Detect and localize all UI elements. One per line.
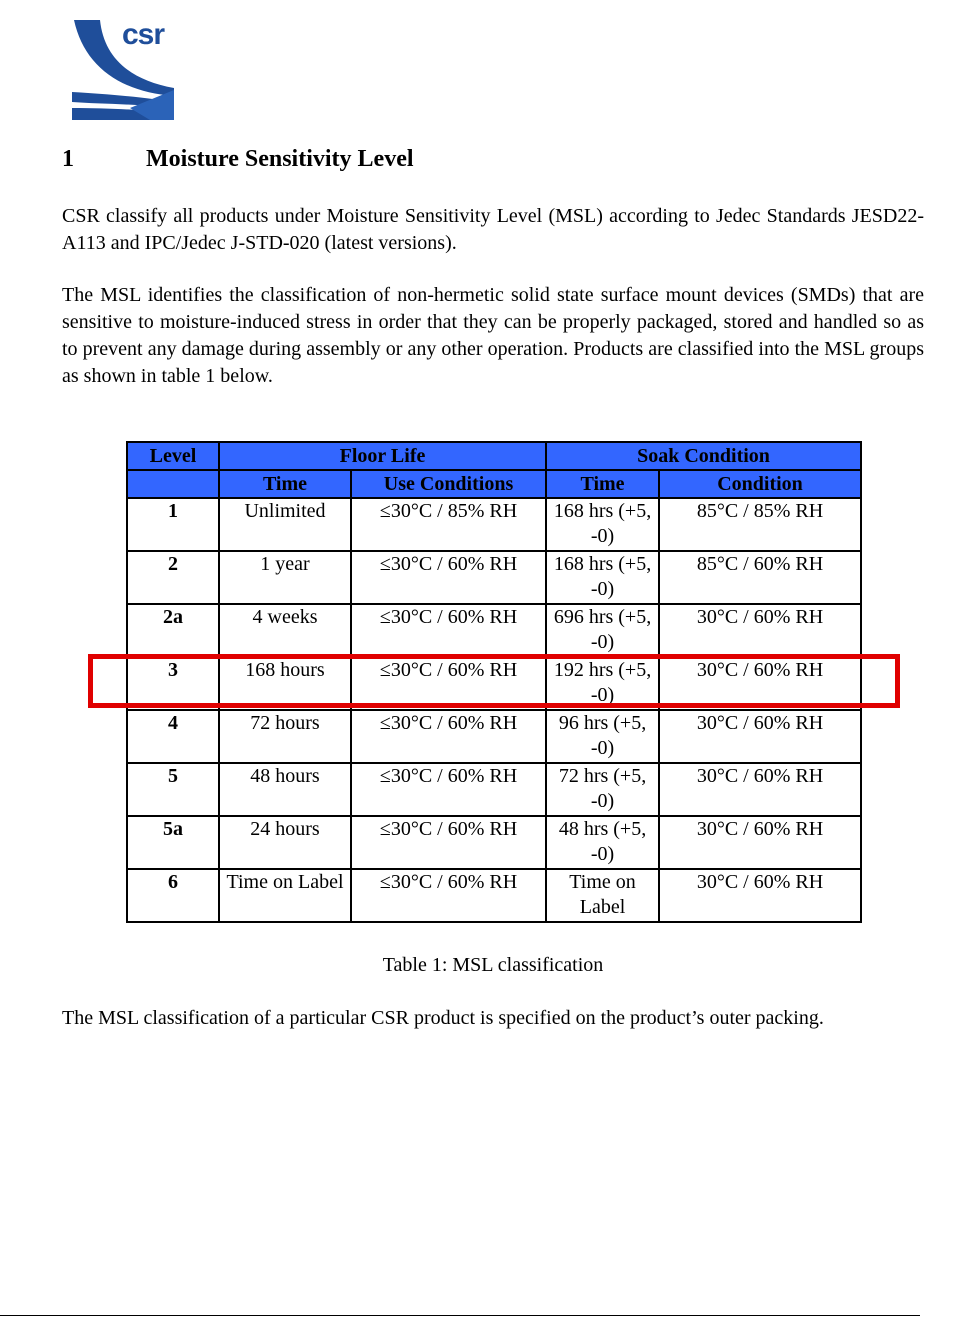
cell-condition: 30°C / 60% RH	[659, 657, 861, 710]
cell-condition: 85°C / 60% RH	[659, 551, 861, 604]
cell-floor-time: 168 hours	[219, 657, 351, 710]
cell-soak-time: 168 hrs (+5, -0)	[546, 498, 659, 551]
header-blank	[127, 470, 219, 498]
cell-condition: 30°C / 60% RH	[659, 604, 861, 657]
table-row	[127, 604, 861, 657]
cell-level: 5	[127, 763, 219, 816]
cell-use-conditions: ≤30°C / 60% RH	[351, 816, 546, 869]
header-condition: Condition	[659, 470, 861, 498]
cell-level: 4	[127, 710, 219, 763]
cell-use-conditions: ≤30°C / 60% RH	[351, 763, 546, 816]
cell-level: 6	[127, 869, 219, 922]
cell-level: 1	[127, 498, 219, 551]
table-row	[127, 710, 861, 763]
cell-soak-time: Time on Label	[546, 869, 659, 922]
cell-floor-time: 72 hours	[219, 710, 351, 763]
cell-level: 5a	[127, 816, 219, 869]
cell-floor-time: Time on Label	[219, 869, 351, 922]
table-row	[127, 498, 861, 551]
header-floor-time: Time	[219, 470, 351, 498]
cell-condition: 30°C / 60% RH	[659, 710, 861, 763]
cell-soak-time: 48 hrs (+5, -0)	[546, 816, 659, 869]
cell-use-conditions: ≤30°C / 60% RH	[351, 657, 546, 710]
cell-use-conditions: ≤30°C / 60% RH	[351, 551, 546, 604]
section-number: 1	[62, 146, 74, 172]
msl-description-paragraph: The MSL identifies the classification of non-hermetic solid state surface mount devices (SMDs) that are sensitive to moisture-induced stress in order that they can be properly packaged, stored and handled so as to prevent any damage during assembly or any other operation. Products are classified into the MSL groups as shown in table 1 below.	[62, 284, 924, 387]
cell-condition: 30°C / 60% RH	[659, 816, 861, 869]
cell-floor-time: Unlimited	[219, 498, 351, 551]
logo-text: csr	[122, 18, 165, 51]
table-caption: Table 1: MSL classification	[382, 954, 604, 976]
header-soak-time: Time	[546, 470, 659, 498]
cell-soak-time: 168 hrs (+5, -0)	[546, 551, 659, 604]
cell-soak-time: 72 hrs (+5, -0)	[546, 763, 659, 816]
section-heading	[62, 146, 414, 173]
cell-level: 3	[127, 657, 219, 710]
footer-divider	[0, 1315, 920, 1316]
cell-soak-time: 696 hrs (+5, -0)	[546, 604, 659, 657]
closing-paragraph: The MSL classification of a particular CSR product is specified on the product’s outer packing.	[62, 1007, 824, 1029]
table-header-row	[127, 442, 861, 470]
table-row	[127, 763, 861, 816]
cell-condition: 85°C / 85% RH	[659, 498, 861, 551]
row-highlight-box	[88, 654, 900, 708]
cell-condition: 30°C / 60% RH	[659, 763, 861, 816]
header-soak-condition: Soak Condition	[546, 442, 861, 470]
cell-floor-time: 24 hours	[219, 816, 351, 869]
cell-condition: 30°C / 60% RH	[659, 869, 861, 922]
header-level: Level	[127, 442, 219, 470]
cell-use-conditions: ≤30°C / 60% RH	[351, 710, 546, 763]
cell-floor-time: 4 weeks	[219, 604, 351, 657]
section-title: Moisture Sensitivity Level	[146, 146, 414, 172]
table-subheader-row	[127, 470, 861, 498]
cell-use-conditions: ≤30°C / 60% RH	[351, 869, 546, 922]
table-row	[127, 551, 861, 604]
header-use-conditions: Use Conditions	[351, 470, 546, 498]
cell-floor-time: 48 hours	[219, 763, 351, 816]
header-floor-life: Floor Life	[219, 442, 546, 470]
cell-soak-time: 192 hrs (+5, -0)	[546, 657, 659, 710]
table-row	[127, 869, 861, 922]
cell-soak-time: 96 hrs (+5, -0)	[546, 710, 659, 763]
intro-paragraph: CSR classify all products under Moisture Sensitivity Level (MSL) according to Jedec Standards JESD22-A113 and IPC/Jedec J-STD-020 (latest versions).	[62, 205, 924, 254]
cell-level: 2	[127, 551, 219, 604]
cell-level: 2a	[127, 604, 219, 657]
table-row	[127, 816, 861, 869]
cell-use-conditions: ≤30°C / 60% RH	[351, 604, 546, 657]
cell-floor-time: 1 year	[219, 551, 351, 604]
cell-use-conditions: ≤30°C / 85% RH	[351, 498, 546, 551]
